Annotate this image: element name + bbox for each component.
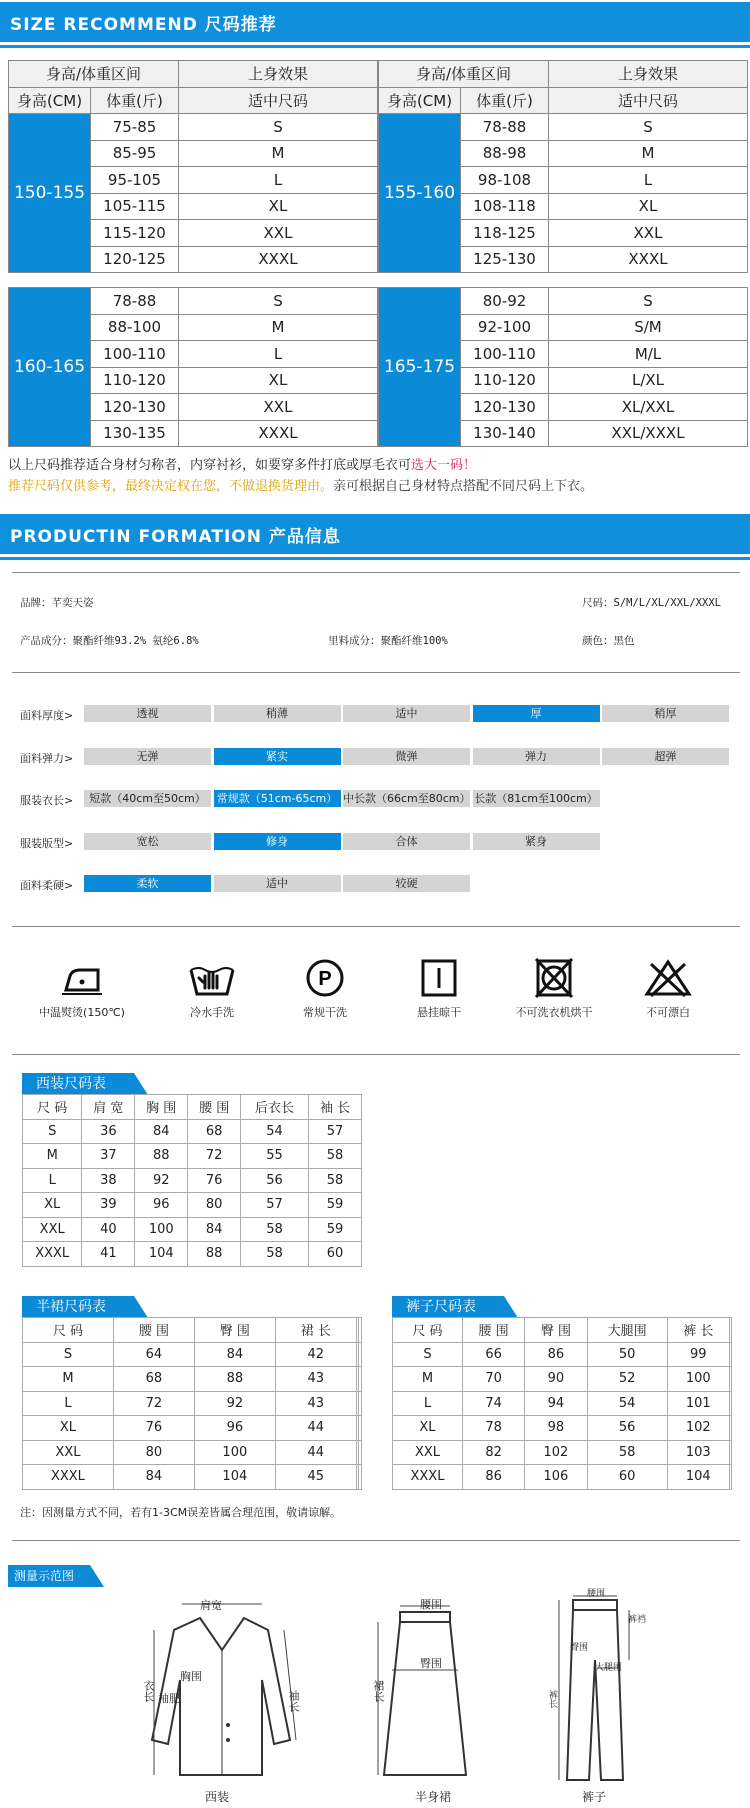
size-value: M/L <box>549 341 748 368</box>
attr-option: 适中 <box>214 875 341 892</box>
col-header: 臀 围 <box>525 1318 587 1343</box>
size-value: M <box>179 314 378 341</box>
cell: 76 <box>188 1168 241 1193</box>
size-value: M <box>179 140 378 167</box>
lining-text: 里料成分：聚酯纤维100% <box>328 635 448 647</box>
suit-caption: 西装 <box>205 1790 230 1804</box>
cell: M <box>23 1367 114 1392</box>
label-pants-hip: 臀围 <box>570 1643 589 1653</box>
no-tumble-dry-icon <box>532 958 576 998</box>
product-info-header <box>0 514 750 554</box>
weight-range: 110-120 <box>461 367 549 394</box>
cell: 92 <box>194 1391 275 1416</box>
size-value: L/XL <box>549 367 748 394</box>
cell: L <box>393 1391 463 1416</box>
col-header: 袖 长 <box>309 1095 362 1120</box>
weight-range: 95-105 <box>91 167 179 194</box>
cell: 56 <box>587 1416 667 1441</box>
size-note-2: 推荐尺码仅供参考，最终决定权在您，不做退换货理由。亲可根据自己身材特点搭配不同尺码上下衣。 <box>8 479 594 494</box>
cell: 60 <box>309 1242 362 1267</box>
col-header: 尺 码 <box>23 1318 114 1343</box>
size-value: XXL <box>179 394 378 421</box>
care-item-no-tumble-dry: 不可洗衣机烘干 <box>494 958 614 1020</box>
hdr-fit: 适中尺码 <box>179 87 378 114</box>
attr-label: 面料弹力> <box>20 752 74 765</box>
brand-text: 品牌：芊奕天姿 <box>20 597 94 609</box>
attr-option: 无弹 <box>84 748 211 765</box>
size-value: L <box>179 167 378 194</box>
label-skirt-hip: 臀围 <box>420 1657 442 1670</box>
cell: 90 <box>525 1367 587 1392</box>
size-range-text: 尺码：S/M/L/XL/XXL/XXXL <box>582 597 721 609</box>
col-header: 后衣长 <box>241 1095 309 1120</box>
hdr-effect: 上身效果 <box>549 61 748 88</box>
cell: 100 <box>135 1217 188 1242</box>
care-item-dry-clean: P 常规干洗 <box>265 958 385 1020</box>
size-value: XXXL <box>549 246 748 273</box>
cell <box>359 1416 362 1441</box>
weight-range: 92-100 <box>461 314 549 341</box>
weight-range: 120-130 <box>91 394 179 421</box>
cell: 72 <box>188 1144 241 1169</box>
cell: 104 <box>667 1465 729 1490</box>
weight-range: 80-92 <box>461 288 549 315</box>
cell: 37 <box>82 1144 135 1169</box>
cell <box>729 1416 731 1441</box>
cell: 59 <box>309 1217 362 1242</box>
hdr-range: 身高/体重区间 <box>9 61 179 88</box>
size-note-1: 以上尺码推荐适合身材匀称者，内穿衬衫，如要穿多件打底或厚毛衣可选大一码！ <box>8 458 477 473</box>
label-sleeve-width: 袖肥 <box>158 1692 180 1705</box>
cell: 59 <box>309 1193 362 1218</box>
attr-option: 中长款（66cm至80cm） <box>343 792 471 805</box>
weight-range: 120-125 <box>91 246 179 273</box>
size-value: L <box>549 167 748 194</box>
cell: 45 <box>275 1465 356 1490</box>
size-value: XL <box>179 193 378 220</box>
label-thigh: 大腿围 <box>595 1663 623 1673</box>
attr-option: 紧实 <box>214 748 341 765</box>
size-value: S <box>179 288 378 315</box>
cell: 84 <box>194 1342 275 1367</box>
cell <box>729 1391 731 1416</box>
weight-range: 78-88 <box>91 288 179 315</box>
cell: XL <box>393 1416 463 1441</box>
cell: XXL <box>393 1440 463 1465</box>
col-header: 尺 码 <box>393 1318 463 1343</box>
cell: 36 <box>82 1119 135 1144</box>
attr-label: 面料柔硬> <box>20 879 74 892</box>
attr-option: 稍厚 <box>602 705 729 722</box>
cell: 58 <box>241 1217 309 1242</box>
hdr-weight: 体重(斤) <box>461 87 549 114</box>
size-value: XXL <box>549 220 748 247</box>
cell: 64 <box>113 1342 194 1367</box>
cell <box>359 1465 362 1490</box>
attr-option: 厚 <box>473 705 600 722</box>
cell: XXL <box>23 1217 82 1242</box>
cell: 58 <box>309 1144 362 1169</box>
size-block-4 <box>378 287 748 447</box>
size-value: S <box>549 288 748 315</box>
weight-range: 78-88 <box>461 114 549 141</box>
weight-range: 120-130 <box>461 394 549 421</box>
measure-title: 测量示范图 <box>8 1565 90 1587</box>
suit-table-title: 西装尺码表 <box>22 1073 134 1095</box>
size-value: XXL/XXXL <box>549 420 748 447</box>
cell: 43 <box>275 1391 356 1416</box>
skirt-size-table <box>22 1317 362 1490</box>
label-shoulder: 肩宽 <box>200 1599 222 1612</box>
cell: 84 <box>135 1119 188 1144</box>
col-header: 腰 围 <box>113 1318 194 1343</box>
weight-range: 85-95 <box>91 140 179 167</box>
cell: M <box>393 1367 463 1392</box>
cell: 60 <box>587 1465 667 1490</box>
cell: 100 <box>667 1367 729 1392</box>
color-text: 颜色：黑色 <box>582 635 635 647</box>
cell: 58 <box>587 1440 667 1465</box>
weight-range: 75-85 <box>91 114 179 141</box>
attr-option: 宽松 <box>84 833 211 850</box>
attr-option: 超弹 <box>602 748 729 765</box>
weight-range: 130-140 <box>461 420 549 447</box>
cell: 86 <box>462 1465 524 1490</box>
col-header <box>729 1318 731 1343</box>
cell: 57 <box>309 1119 362 1144</box>
cell: 88 <box>194 1367 275 1392</box>
cell: M <box>23 1144 82 1169</box>
size-value: XXL <box>179 220 378 247</box>
cell: 88 <box>135 1144 188 1169</box>
cell: 42 <box>275 1342 356 1367</box>
cell: XXXL <box>23 1242 82 1267</box>
hdr-effect: 上身效果 <box>179 61 378 88</box>
cell: 106 <box>525 1465 587 1490</box>
col-header <box>359 1318 362 1343</box>
cell: L <box>23 1168 82 1193</box>
attr-option: 较硬 <box>343 875 470 892</box>
cell: 92 <box>135 1168 188 1193</box>
label-sleeve-length: 袖长 <box>287 1690 300 1712</box>
weight-range: 115-120 <box>91 220 179 247</box>
pants-caption: 裤子 <box>582 1790 607 1804</box>
cell: 82 <box>462 1440 524 1465</box>
care-item-iron: 中温熨烫(150℃) <box>22 958 142 1020</box>
size-value: XL <box>179 367 378 394</box>
cell: 80 <box>113 1440 194 1465</box>
cell <box>359 1391 362 1416</box>
cell: S <box>393 1342 463 1367</box>
size-recommend-title: SIZE RECOMMEND 尺码推荐 <box>10 14 277 35</box>
no-bleach-icon <box>643 958 693 998</box>
cell: 58 <box>241 1242 309 1267</box>
height-range: 150-155 <box>9 114 91 273</box>
hdr-height: 身高(CM) <box>9 87 91 114</box>
attr-option: 短款（40cm至50cm） <box>84 790 211 807</box>
weight-range: 108-118 <box>461 193 549 220</box>
hdr-weight: 体重(斤) <box>91 87 179 114</box>
cell: 84 <box>188 1217 241 1242</box>
attr-option: 常规款（51cm-65cm） <box>214 790 341 807</box>
weight-range: 118-125 <box>461 220 549 247</box>
size-value: S/M <box>549 314 748 341</box>
size-block-2 <box>378 60 748 273</box>
hand-wash-icon <box>187 958 237 998</box>
col-header: 腰 围 <box>462 1318 524 1343</box>
tolerance-note: 注：因测量方式不同，若有1-3CM误差皆属合理范围，敬请谅解。 <box>20 1506 342 1519</box>
cell: 102 <box>525 1440 587 1465</box>
cell: 80 <box>188 1193 241 1218</box>
cell: 88 <box>188 1242 241 1267</box>
cell: 74 <box>462 1391 524 1416</box>
cell: 54 <box>241 1119 309 1144</box>
col-header: 胸 围 <box>135 1095 188 1120</box>
cell: XXL <box>23 1440 114 1465</box>
size-value: XL/XXL <box>549 394 748 421</box>
cell: 44 <box>275 1440 356 1465</box>
col-header: 尺 码 <box>23 1095 82 1120</box>
cell: 58 <box>309 1168 362 1193</box>
cell: 40 <box>82 1217 135 1242</box>
hdr-fit: 适中尺码 <box>549 87 748 114</box>
cell: 39 <box>82 1193 135 1218</box>
dry-clean-icon <box>303 958 347 998</box>
cell: 94 <box>525 1391 587 1416</box>
height-range: 155-160 <box>379 114 461 273</box>
cell: 72 <box>113 1391 194 1416</box>
attr-option: 弹力 <box>473 748 600 765</box>
attr-option: 透视 <box>84 705 211 722</box>
cell: L <box>23 1391 114 1416</box>
size-block-1 <box>8 60 378 273</box>
cell: 96 <box>194 1416 275 1441</box>
cell: 98 <box>525 1416 587 1441</box>
pants-size-table <box>392 1317 732 1490</box>
label-pants-length: 裤长 <box>547 1690 557 1708</box>
cell: 76 <box>113 1416 194 1441</box>
attr-option: 紧身 <box>473 833 600 850</box>
attr-label: 服装版型> <box>20 837 74 850</box>
col-header: 裙 长 <box>275 1318 356 1343</box>
cell: S <box>23 1342 114 1367</box>
size-value: XXXL <box>179 420 378 447</box>
size-value: L <box>179 341 378 368</box>
hdr-height: 身高(CM) <box>379 87 461 114</box>
attr-label: 面料厚度> <box>20 709 74 722</box>
hang-dry-icon <box>417 958 461 998</box>
col-header: 大腿围 <box>587 1318 667 1343</box>
size-value: XL <box>549 193 748 220</box>
cell: 104 <box>135 1242 188 1267</box>
attr-option: 柔软 <box>84 875 211 892</box>
care-item-hang-dry: 悬挂晾干 <box>379 958 499 1020</box>
col-header: 裤 长 <box>667 1318 729 1343</box>
cell: 100 <box>194 1440 275 1465</box>
size-value: S <box>549 114 748 141</box>
label-pants-waist: 腰围 <box>587 1589 606 1599</box>
size-value: S <box>179 114 378 141</box>
cell: S <box>23 1119 82 1144</box>
cell: 55 <box>241 1144 309 1169</box>
pants-table-title: 裤子尺码表 <box>392 1296 504 1318</box>
label-skirt-length: 裙长 <box>372 1680 385 1702</box>
attr-option: 适中 <box>343 705 470 722</box>
skirt-diagram <box>370 1600 480 1790</box>
attr-option: 合体 <box>343 833 470 850</box>
weight-range: 125-130 <box>461 246 549 273</box>
care-item-hand-wash: 冷水手洗 <box>152 958 272 1020</box>
cell <box>729 1440 731 1465</box>
cell: XL <box>23 1193 82 1218</box>
cell: 41 <box>82 1242 135 1267</box>
cell: 68 <box>113 1367 194 1392</box>
cell <box>729 1465 731 1490</box>
size-value: XXXL <box>179 246 378 273</box>
weight-range: 105-115 <box>91 193 179 220</box>
care-item-no-bleach: 不可漂白 <box>608 958 728 1020</box>
material-text: 产品成分：聚酯纤维93.2% 氨纶6.8% <box>20 635 199 647</box>
attr-option: 长款（81cm至100cm） <box>474 792 598 805</box>
cell: 99 <box>667 1342 729 1367</box>
attr-option: 稍薄 <box>214 705 341 722</box>
weight-range: 100-110 <box>91 341 179 368</box>
cell: 104 <box>194 1465 275 1490</box>
cell: XXXL <box>23 1465 114 1490</box>
cell: XL <box>23 1416 114 1441</box>
cell: 57 <box>241 1193 309 1218</box>
cell: 86 <box>525 1342 587 1367</box>
weight-range: 98-108 <box>461 167 549 194</box>
size-value: M <box>549 140 748 167</box>
height-range: 165-175 <box>379 288 461 447</box>
cell <box>359 1367 362 1392</box>
cell: 101 <box>667 1391 729 1416</box>
cell: 70 <box>462 1367 524 1392</box>
hdr-range: 身高/体重区间 <box>379 61 549 88</box>
cell <box>359 1342 362 1367</box>
size-block-3 <box>8 287 378 447</box>
cell: 78 <box>462 1416 524 1441</box>
weight-range: 88-98 <box>461 140 549 167</box>
cell <box>359 1440 362 1465</box>
label-length: 衣长 <box>142 1680 155 1702</box>
skirt-table-title: 半裙尺码表 <box>22 1296 134 1318</box>
weight-range: 110-120 <box>91 367 179 394</box>
weight-range: 100-110 <box>461 341 549 368</box>
cell: 50 <box>587 1342 667 1367</box>
cell: XXXL <box>393 1465 463 1490</box>
label-rise: 裤裆 <box>628 1615 647 1625</box>
cell <box>729 1342 731 1367</box>
cell: 44 <box>275 1416 356 1441</box>
label-chest: 胸围 <box>180 1670 202 1683</box>
col-header: 肩 宽 <box>82 1095 135 1120</box>
cell: 102 <box>667 1416 729 1441</box>
cell: 56 <box>241 1168 309 1193</box>
svg-text:P: P <box>318 968 332 990</box>
weight-range: 88-100 <box>91 314 179 341</box>
col-header: 臀 围 <box>194 1318 275 1343</box>
cell: 38 <box>82 1168 135 1193</box>
weight-range: 130-135 <box>91 420 179 447</box>
cell: 68 <box>188 1119 241 1144</box>
cell: 54 <box>587 1391 667 1416</box>
skirt-caption: 半身裙 <box>415 1790 452 1804</box>
cell: 96 <box>135 1193 188 1218</box>
cell: 66 <box>462 1342 524 1367</box>
attr-label: 服装衣长> <box>20 794 74 807</box>
size-recommend-header <box>0 2 750 42</box>
attr-option: 修身 <box>214 833 341 850</box>
suit-size-table <box>22 1094 362 1267</box>
attr-option: 微弹 <box>343 748 470 765</box>
label-skirt-waist: 腰围 <box>420 1598 442 1611</box>
cell: 84 <box>113 1465 194 1490</box>
cell: 43 <box>275 1367 356 1392</box>
height-range: 160-165 <box>9 288 91 447</box>
iron-icon <box>60 958 104 998</box>
cell: 103 <box>667 1440 729 1465</box>
product-info-title: PRODUCTIN FORMATION 产品信息 <box>10 526 341 547</box>
cell: 52 <box>587 1367 667 1392</box>
col-header: 腰 围 <box>188 1095 241 1120</box>
cell <box>729 1367 731 1392</box>
